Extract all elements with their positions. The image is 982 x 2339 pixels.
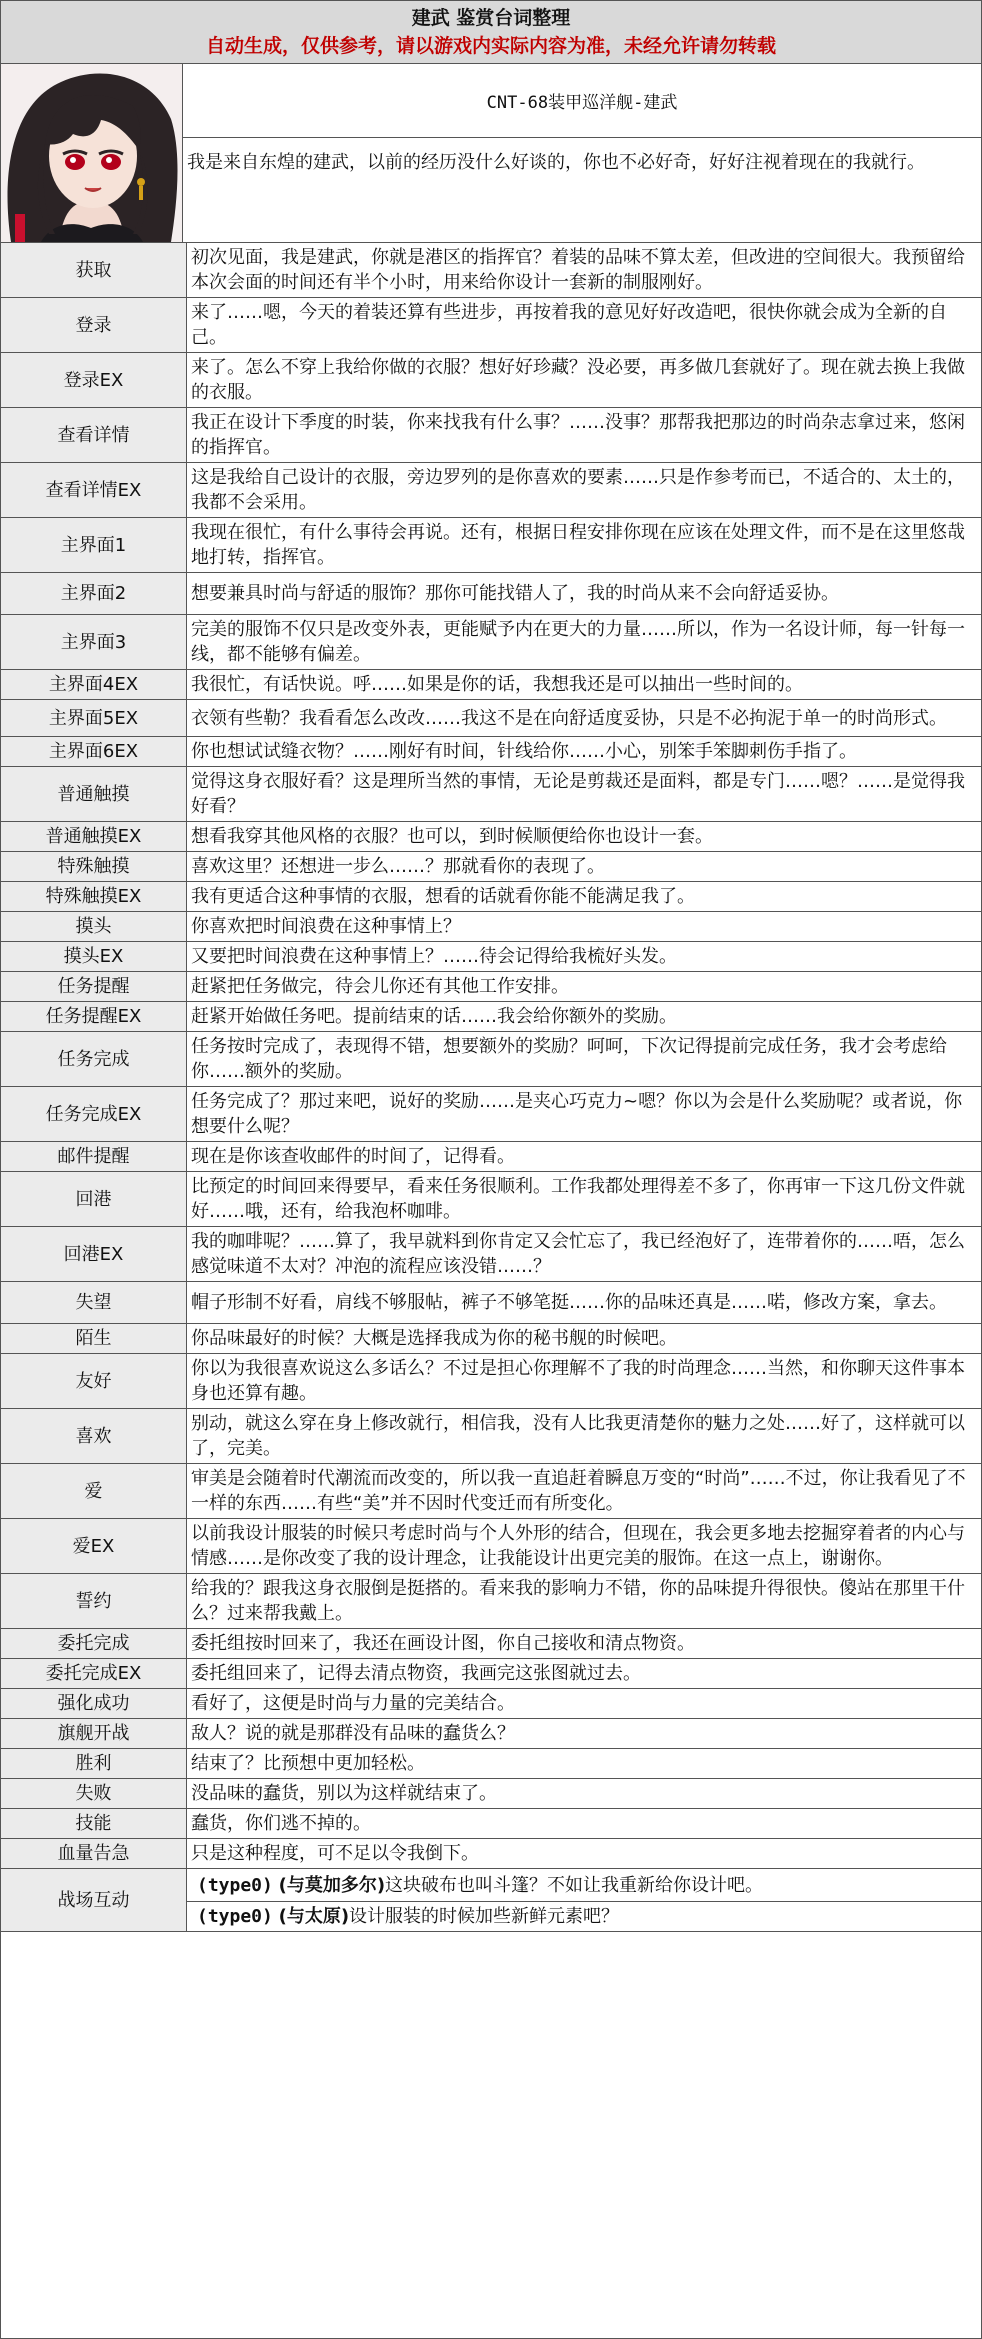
table-row [1, 912, 981, 942]
table-row [1, 353, 981, 408]
line-label: 回港 [1, 1172, 187, 1227]
line-text: 敌人？说的就是那群没有品味的蠢货么？ [187, 1719, 982, 1749]
table-row [1, 1659, 981, 1689]
battle-interaction-label: 战场互动 [1, 1869, 187, 1932]
line-label: 技能 [1, 1809, 187, 1839]
line-label: 强化成功 [1, 1689, 187, 1719]
line-text: 你喜欢把时间浪费在这种事情上？ [187, 912, 982, 942]
line-label: 任务提醒EX [1, 1002, 187, 1032]
line-text: 结束了？比预想中更加轻松。 [187, 1749, 982, 1779]
line-label: 血量告急 [1, 1839, 187, 1869]
table-row [1, 573, 981, 615]
entry-partner: (与太原) [278, 1906, 350, 1927]
line-label: 喜欢 [1, 1409, 187, 1464]
line-label: 胜利 [1, 1749, 187, 1779]
line-text: 帽子形制不好看，肩线不够服帖，裤子不够笔挺……你的品味还真是……喏，修改方案，拿去。 [187, 1282, 982, 1324]
line-text: 只是这种程度，可不足以令我倒下。 [187, 1839, 982, 1869]
line-text: 任务完成了？那过来吧，说好的奖励……是夹心巧克力~嗯？你以为会是什么奖励呢？或者说，你想要什么呢？ [187, 1087, 982, 1142]
line-text: 这是我给自己设计的衣服，旁边罗列的是你喜欢的要素……只是作参考而已，不适合的、太土的，我都不会采用。 [187, 463, 982, 518]
line-label: 旗舰开战 [1, 1719, 187, 1749]
table-row [1, 942, 981, 972]
line-text: 比预定的时间回来得要早，看来任务很顺利。工作我都处理得差不多了，你再审一下这几份文件就好……哦，还有，给我泡杯咖啡。 [187, 1172, 982, 1227]
line-text: 又要把时间浪费在这种事情上？……待会记得给我梳好头发。 [187, 942, 982, 972]
table-row [1, 518, 981, 573]
table-row [1, 1087, 981, 1142]
line-text: 给我的？跟我这身衣服倒是挺搭的。看来我的影响力不错，你的品味提升得很快。傻站在那里干什么？过来帮我戴上。 [187, 1574, 982, 1629]
line-label: 特殊触摸EX [1, 882, 187, 912]
table-row [1, 1629, 981, 1659]
table-row [1, 972, 981, 1002]
line-label: 主界面1 [1, 518, 187, 573]
line-text: 想看我穿其他风格的衣服？也可以，到时候顺便给你也设计一套。 [187, 822, 982, 852]
line-text: 衣领有些勒？我看看怎么改改……我这不是在向舒适度妥协，只是不必拘泥于单一的时尚形式。 [187, 700, 982, 737]
line-label: 友好 [1, 1354, 187, 1409]
ship-name: CNT-68装甲巡洋舰-建武 [183, 64, 981, 138]
entry-type-tag: (type0) [197, 1874, 273, 1896]
entry-type-tag: (type0) [197, 1906, 273, 1927]
entry-text: 这块破布也叫斗篷？不如让我重新给你设计吧。 [385, 1874, 764, 1896]
line-label: 查看详情 [1, 408, 187, 463]
line-text: 任务按时完成了，表现得不错，想要额外的奖励？呵呵，下次记得提前完成任务，我才会考虑给你……额外的奖励。 [187, 1032, 982, 1087]
table-row [1, 822, 981, 852]
line-text: 完美的服饰不仅只是改变外表，更能赋予内在更大的力量……所以，作为一名设计师，每一针每一线，都不能够有偏差。 [187, 615, 982, 670]
table-row [1, 1324, 981, 1354]
table-row [1, 1519, 981, 1574]
table-row [1, 243, 981, 298]
table-row [1, 1464, 981, 1519]
line-text: 你品味最好的时候？大概是选择我成为你的秘书舰的时候吧。 [187, 1324, 982, 1354]
battle-interaction-entry [187, 1902, 982, 1932]
line-text: 喜欢这里？还想进一步么……？那就看你的表现了。 [187, 852, 982, 882]
line-text: 你也想试试缝衣物？……刚好有时间，针线给你……小心，别笨手笨脚刺伤手指了。 [187, 737, 982, 767]
line-label: 查看详情EX [1, 463, 187, 518]
table-row [1, 852, 981, 882]
table-row [1, 1839, 981, 1869]
line-text: 我现在很忙，有什么事待会再说。还有，根据日程安排你现在应该在处理文件，而不是在这里悠哉地打转，指挥官。 [187, 518, 982, 573]
table-row [1, 737, 981, 767]
title-bar [1, 1, 981, 64]
ship-intro: 我是来自东煌的建武，以前的经历没什么好谈的，你也不必好奇，好好注视着现在的我就行。 [187, 152, 925, 173]
line-text: 没品味的蠢货，别以为这样就结束了。 [187, 1779, 982, 1809]
copyright-notice: 自动生成，仅供参考，请以游戏内实际内容为准，未经允许请勿转载 [205, 35, 776, 57]
line-label: 任务提醒 [1, 972, 187, 1002]
table-row [1, 1032, 981, 1087]
line-text: 来了……嗯，今天的着装还算有些进步，再按着我的意见好好改造吧，很快你就会成为全新的自己。 [187, 298, 982, 353]
line-text: 现在是你该查收邮件的时间了，记得看。 [187, 1142, 982, 1172]
table-row [1, 1227, 981, 1282]
voice-line-table [1, 243, 981, 1932]
line-text: 觉得这身衣服好看？这是理所当然的事情，无论是剪裁还是面料，都是专门……嗯？……是觉得我好看？ [187, 767, 982, 822]
line-text: 委托组按时回来了，我还在画设计图，你自己接收和清点物资。 [187, 1629, 982, 1659]
line-label: 摸头 [1, 912, 187, 942]
line-label: 爱EX [1, 1519, 187, 1574]
table-row [1, 408, 981, 463]
line-text: 看好了，这便是时尚与力量的完美结合。 [187, 1689, 982, 1719]
line-label: 任务完成EX [1, 1087, 187, 1142]
profile-header [1, 64, 981, 243]
line-label: 主界面3 [1, 615, 187, 670]
table-row [1, 1409, 981, 1464]
table-row [1, 1172, 981, 1227]
table-row [1, 700, 981, 737]
line-label: 失败 [1, 1779, 187, 1809]
table-row [1, 1779, 981, 1809]
line-text: 以前我设计服装的时候只考虑时尚与个人外形的结合，但现在，我会更多地去挖掘穿着者的内心与情感……是你改变了我的设计理念，让我能设计出更完美的服饰。在这一点上，谢谢你。 [187, 1519, 982, 1574]
line-label: 特殊触摸 [1, 852, 187, 882]
line-label: 邮件提醒 [1, 1142, 187, 1172]
line-label: 回港EX [1, 1227, 187, 1282]
line-label: 主界面4EX [1, 670, 187, 700]
page-title: 建武 鉴赏台词整理 [411, 7, 571, 29]
table-row [1, 1809, 981, 1839]
line-label: 委托完成EX [1, 1659, 187, 1689]
table-row [1, 1574, 981, 1629]
line-text: 审美是会随着时代潮流而改变的，所以我一直追赶着瞬息万变的“时尚”……不过，你让我看见了不一样的东西……有些“美”并不因时代变迁而有所变化。 [187, 1464, 982, 1519]
table-row [1, 1689, 981, 1719]
line-text: 赶紧把任务做完，待会儿你还有其他工作安排。 [187, 972, 982, 1002]
line-label: 陌生 [1, 1324, 187, 1354]
line-label: 失望 [1, 1282, 187, 1324]
line-label: 获取 [1, 243, 187, 298]
table-row [1, 1354, 981, 1409]
table-row [1, 1002, 981, 1032]
line-label: 登录 [1, 298, 187, 353]
table-row [1, 463, 981, 518]
line-label: 登录EX [1, 353, 187, 408]
line-label: 委托完成 [1, 1629, 187, 1659]
table-row [1, 1142, 981, 1172]
line-text: 初次见面，我是建武，你就是港区的指挥官？着装的品味不算太差，但改进的空间很大。我预留给本次会面的时间还有半个小时，用来给你设计一套新的制服刚好。 [187, 243, 982, 298]
line-text: 我有更适合这种事情的衣服，想看的话就看你能不能满足我了。 [187, 882, 982, 912]
table-row [1, 1719, 981, 1749]
line-text: 我的咖啡呢？……算了，我早就料到你肯定又会忙忘了，我已经泡好了，连带着你的……唔，怎么感觉味道不太对？冲泡的流程应该没错……？ [187, 1227, 982, 1282]
table-row [1, 1869, 981, 1902]
line-text: 来了。怎么不穿上我给你做的衣服？想好好珍藏？没必要，再多做几套就好了。现在就去换上我做的衣服。 [187, 353, 982, 408]
line-label: 誓约 [1, 1574, 187, 1629]
table-row [1, 670, 981, 700]
line-label: 任务完成 [1, 1032, 187, 1087]
line-text: 赶紧开始做任务吧。提前结束的话……我会给你额外的奖励。 [187, 1002, 982, 1032]
line-text: 我正在设计下季度的时装，你来找我有什么事？……没事？那帮我把那边的时尚杂志拿过来，悠闲的指挥官。 [187, 408, 982, 463]
line-text: 蠢货，你们逃不掉的。 [187, 1809, 982, 1839]
table-row [1, 298, 981, 353]
table-row [1, 615, 981, 670]
line-text: 你以为我很喜欢说这么多话么？不过是担心你理解不了我的时尚理念……当然，和你聊天这件事本身也还算有趣。 [187, 1354, 982, 1409]
line-text: 想要兼具时尚与舒适的服饰？那你可能找错人了，我的时尚从来不会向舒适妥协。 [187, 573, 982, 615]
line-label: 主界面6EX [1, 737, 187, 767]
line-label: 主界面5EX [1, 700, 187, 737]
character-portrait-icon [1, 64, 183, 242]
entry-text: 设计服装的时候加些新鲜元素吧？ [349, 1906, 620, 1927]
line-text: 委托组回来了，记得去清点物资，我画完这张图就过去。 [187, 1659, 982, 1689]
line-text: 别动，就这么穿在身上修改就行，相信我，没有人比我更清楚你的魅力之处……好了，这样就可以了，完美。 [187, 1409, 982, 1464]
line-label: 普通触摸EX [1, 822, 187, 852]
line-text: 我很忙，有话快说。呼……如果是你的话，我想我还是可以抽出一些时间的。 [187, 670, 982, 700]
battle-interaction-entry [187, 1869, 982, 1902]
entry-partner: (与莫加多尔) [278, 1874, 386, 1896]
line-label: 爱 [1, 1464, 187, 1519]
line-label: 主界面2 [1, 573, 187, 615]
line-label: 普通触摸 [1, 767, 187, 822]
table-row [1, 767, 981, 822]
table-row [1, 1749, 981, 1779]
line-label: 摸头EX [1, 942, 187, 972]
table-row [1, 882, 981, 912]
table-row [1, 1282, 981, 1324]
